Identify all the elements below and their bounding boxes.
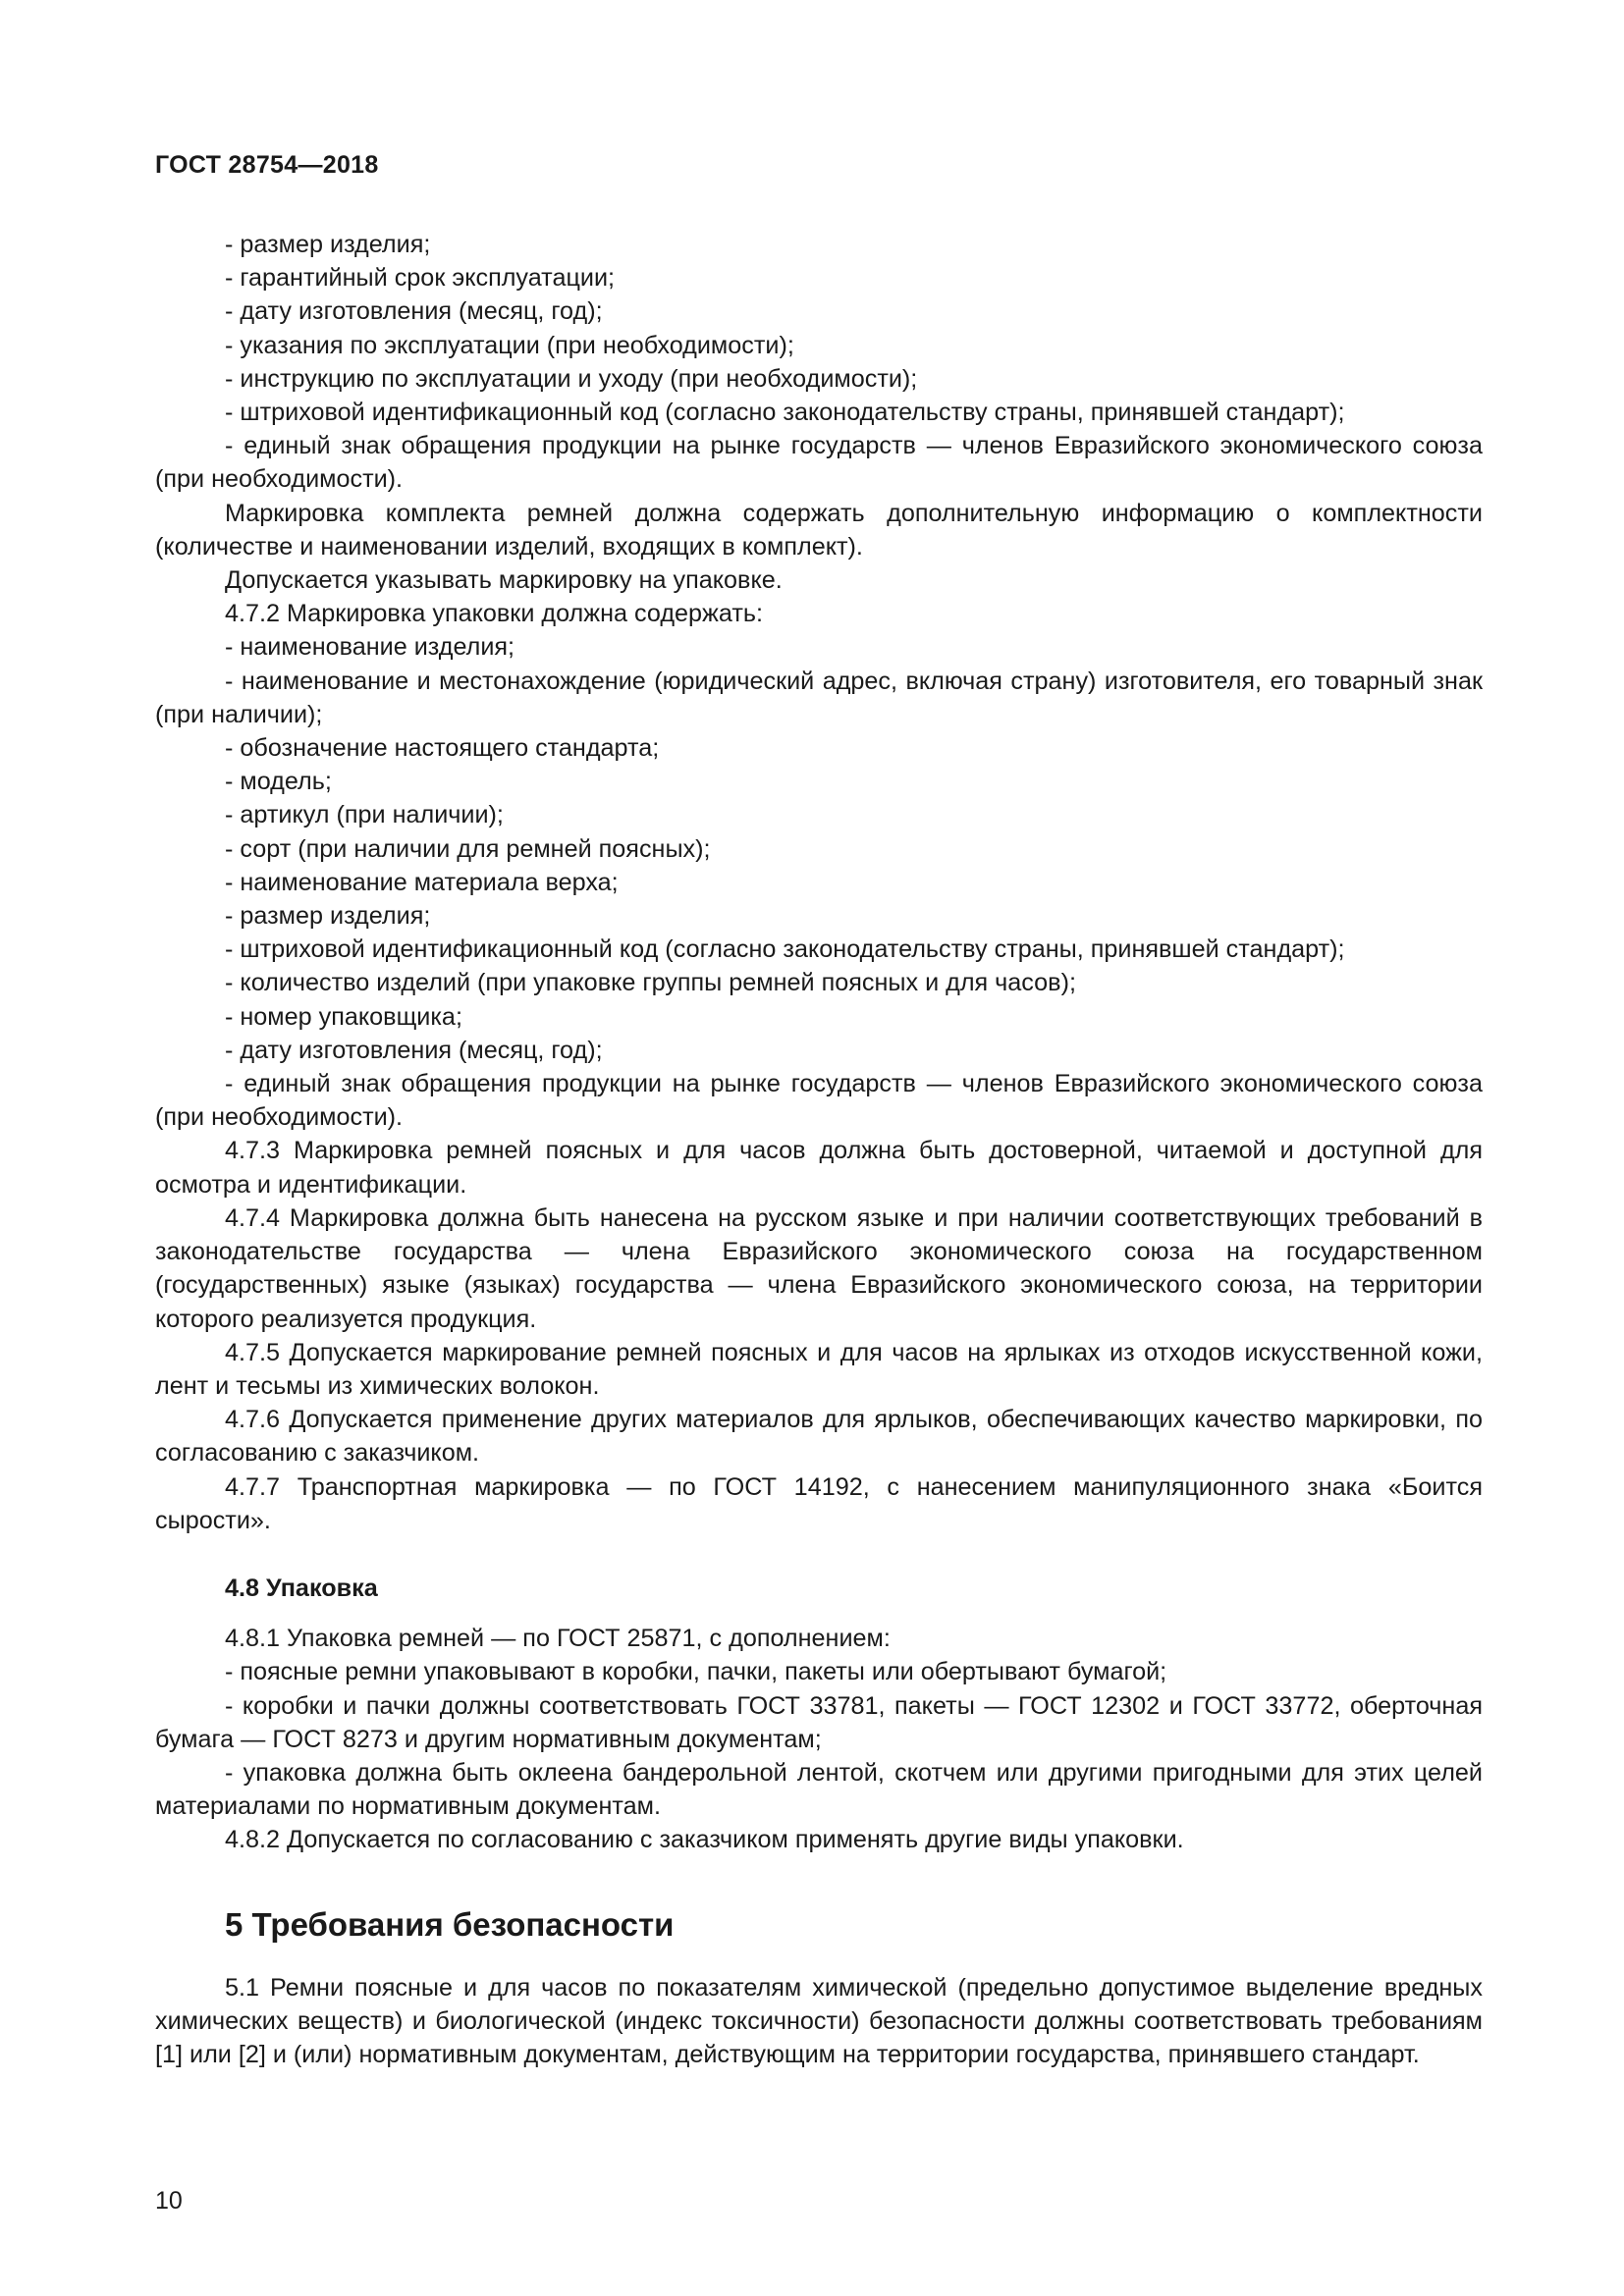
paragraph: - обозначение настоящего стандарта; — [225, 734, 660, 763]
paragraph: 4.7.6 Допускается применение других материалов для ярлыков, обеспечивающих качество маркировки, по согласованию с заказчиком. — [155, 1406, 1483, 1468]
paragraph: - номер упаковщика; — [225, 1002, 462, 1031]
paragraph: Маркировка комплекта ремней должна содержать дополнительную информацию о комплектности (количестве и наименовании изделий, входящих в комплект). — [155, 499, 1483, 561]
section-heading: 5 Требования безопасности — [225, 1905, 675, 1943]
paragraph: - дату изготовления (месяц, год); — [225, 1036, 603, 1064]
page-number: 10 — [155, 2187, 183, 2215]
subsection-heading: 4.8 Упаковка — [225, 1574, 378, 1602]
paragraph: - артикул (при наличии); — [225, 801, 504, 829]
paragraph: - штриховой идентификационный код (согласно законодательству страны, принявшей стандарт); — [225, 935, 1345, 964]
paragraph: - инструкцию по эксплуатации и уходу (при необходимости); — [225, 364, 918, 393]
paragraph: - размер изделия; — [225, 231, 431, 258]
paragraph: - наименование изделия; — [225, 633, 515, 662]
paragraph: 4.7.4 Маркировка должна быть нанесена на русском языке и при наличии соответствующих требований в законодательстве государства — члена Евразийского экономического союза на государственном (государственных) языке (языках) государства — члена Евразийского экономического союза, на территории которого реализуется продукция. — [155, 1203, 1483, 1333]
paragraph: 4.7.3 Маркировка ремней поясных и для часов должна быть достоверной, читаемой и доступной для осмотра и идентификации. — [155, 1137, 1483, 1199]
paragraph: 4.7.2 Маркировка упаковки должна содержать: — [225, 600, 764, 628]
paragraph: - модель; — [225, 768, 332, 796]
paragraph: - единый знак обращения продукции на рынке государств — членов Евразийского экономического союза (при необходимости). — [155, 432, 1483, 494]
document-id-header: ГОСТ 28754—2018 — [155, 151, 379, 179]
paragraph: - гарантийный срок эксплуатации; — [225, 264, 616, 293]
paragraph: 5.1 Ремни поясные и для часов по показателям химической (предельно допустимое выделение вредных химических веществ) и биологической (индекс токсичности) безопасности должны соответствовать требованиям [1] или [2] и (или) нормативным документам, действующим на территории государства, принявшего стандарт. — [155, 1973, 1483, 2068]
paragraph: - коробки и пачки должны соответствовать ГОСТ 33781, пакеты — ГОСТ 12302 и ГОСТ 33772, оберточная бумага — ГОСТ 8273 и другим нормативным документам; — [155, 1691, 1483, 1753]
paragraph: - дату изготовления (месяц, год); — [225, 297, 603, 326]
paragraph: - размер изделия; — [225, 902, 431, 931]
paragraph: - сорт (при наличии для ремней поясных); — [225, 834, 711, 863]
paragraph: - количество изделий (при упаковке группы ремней поясных и для часов); — [225, 969, 1076, 997]
paragraph: 4.8.2 Допускается по согласованию с заказчиком применять другие виды упаковки. — [225, 1826, 1184, 1854]
paragraph: - указания по эксплуатации (при необходимости); — [225, 331, 794, 359]
document-body — [155, 228, 1483, 2071]
paragraph: 4.7.7 Транспортная маркировка — по ГОСТ 14192, с нанесением манипуляционного знака «Боится сырости». — [155, 1472, 1483, 1534]
paragraph: - единый знак обращения продукции на рынке государств — членов Евразийского экономического союза (при необходимости). — [155, 1070, 1483, 1132]
paragraph: 4.8.1 Упаковка ремней — по ГОСТ 25871, с дополнением: — [225, 1625, 891, 1653]
paragraph: Допускается указывать маркировку на упаковке. — [225, 566, 783, 595]
paragraph: - наименование и местонахождение (юридический адрес, включая страну) изготовителя, его товарный знак (при наличии); — [155, 667, 1483, 728]
paragraph: - наименование материала верха; — [225, 868, 619, 896]
paragraph: 4.7.5 Допускается маркирование ремней поясных и для часов на ярлыках из отходов искусственной кожи, лент и тесьмы из химических волокон. — [155, 1338, 1483, 1400]
paragraph: - упаковка должна быть оклеена бандерольной лентой, скотчем или другими пригодными для этих целей материалами по нормативным документам. — [155, 1758, 1483, 1821]
paragraph: - штриховой идентификационный код (согласно законодательству страны, принявшей стандарт); — [225, 399, 1345, 427]
paragraph: - поясные ремни упаковывают в коробки, пачки, пакеты или обертывают бумагой; — [225, 1658, 1167, 1686]
